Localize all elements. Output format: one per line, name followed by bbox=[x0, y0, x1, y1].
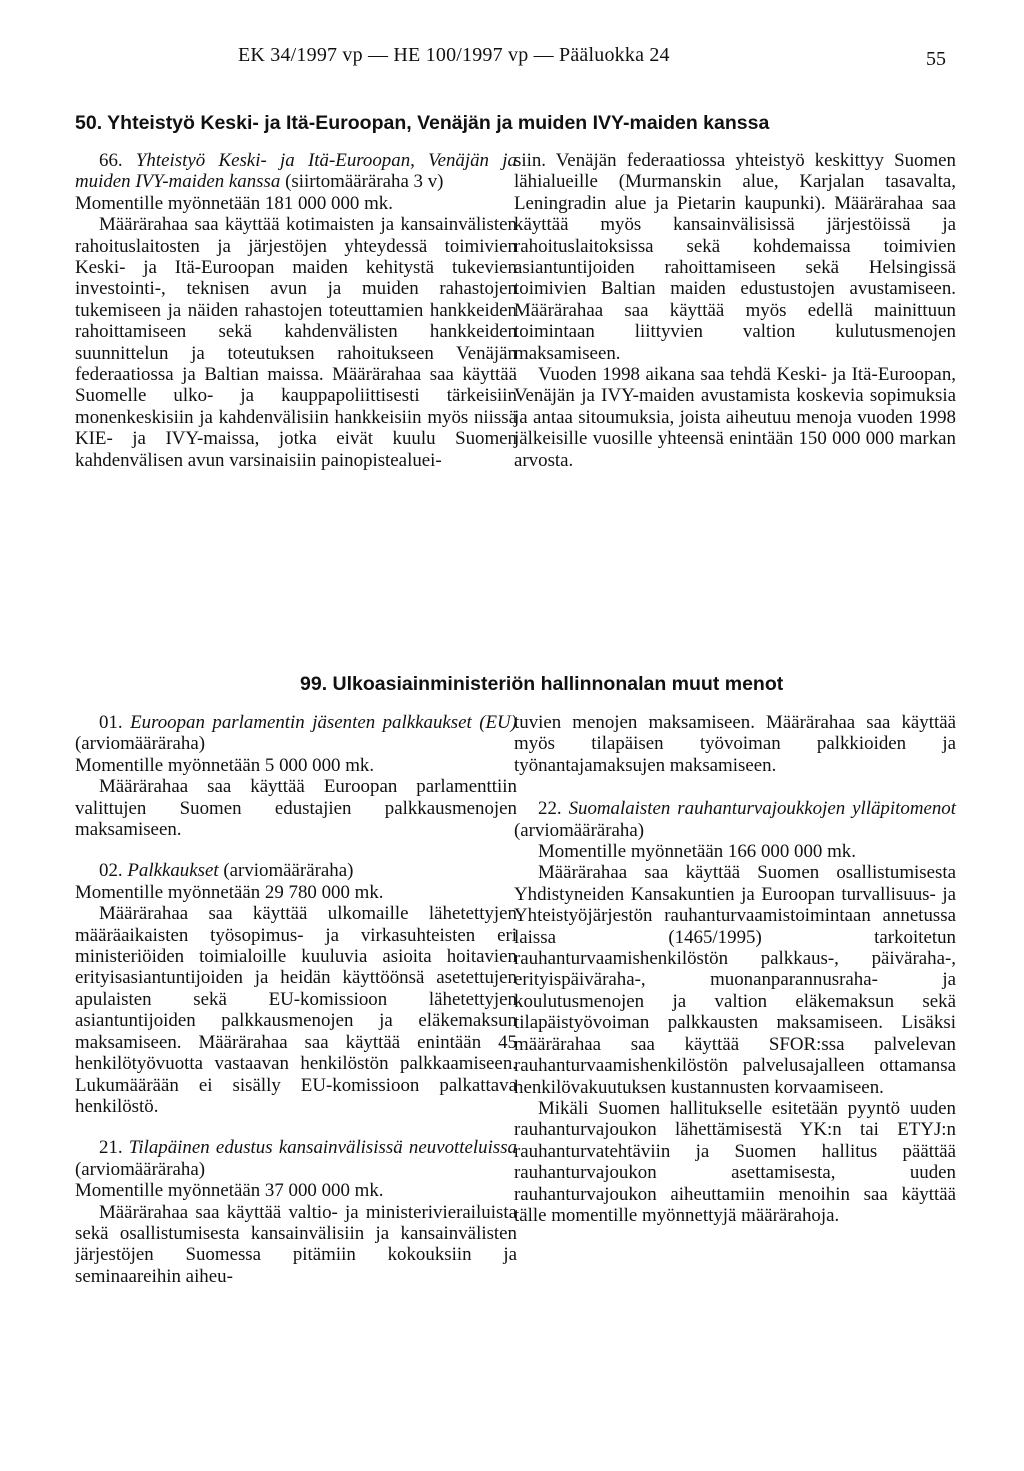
item-22-heading bbox=[514, 798, 956, 841]
item-22-number: 22. bbox=[538, 798, 562, 820]
item-01-number: 01. bbox=[99, 712, 123, 733]
item-22-amount: Momentille myönnetään 166 000 000 mk. bbox=[538, 841, 856, 863]
item-02-paragraph-1: Määrärahaa saa käyttää ulkomaille lähetettyjen määräaikaisten työsopimus- ja virkasuhteisten eri ministeriöiden toimialoille kuuluvia asioita hoitavien erityisasiantuntijoiden ja heidän käyttöönsä asetettujen apulaisten sekä EU-komissioon lähetettyjen asiantuntijoiden palkkausmenojen ja eläkemaksun maksamiseen. Määrärahaa saa käyttää enintään 45 henkilötyövuotta vastaavan henkilöstön palkkaamiseen. Lukumäärään ei sisälly EU-komissioon palkattava henkilöstö. bbox=[75, 903, 517, 1117]
item-66-paragraph-1-left: Määrärahaa saa käyttää kotimaisten ja kansainvälisten rahoituslaitosten ja järjestöjen yhteydessä toimivien Keski- ja Itä-Euroopan maiden kehitystä tukevien investointi-, teknisen avun ja muiden rahastojen tukemiseen ja näiden rahastojen toteuttamien hankkeiden rahoittamiseen sekä kahdenvälisten hankkeiden suunnittelun ja toteutuksen rahoitukseen Venäjän federaatiossa ja Baltian maissa. Määrärahaa saa käyttää Suomelle ulko- ja kauppapoliittisesti tärkeisiin monenkeskisiin ja kahdenvälisiin hankkeisiin myös niissä KIE- ja IVY-maissa, jotka eivät kuulu Suomen kahdenvälisen avun varsinaisiin painopistealuei- bbox=[75, 214, 517, 471]
item-01-paragraph-1: Määrärahaa saa käyttää Euroopan parlamenttiin valittujen Suomen edustajien palkkausmenojen maksamiseen. bbox=[75, 776, 517, 841]
running-header-title: EK 34/1997 vp — HE 100/1997 vp — Pääluokka 24 bbox=[238, 44, 670, 66]
item-66-type: (siirtomääräraha 3 v) bbox=[285, 171, 444, 193]
item-66-amount: Momentille myönnetään 181 000 000 mk. bbox=[75, 192, 393, 214]
item-21-number: 21. bbox=[99, 1137, 123, 1159]
section-50-right-column bbox=[514, 150, 956, 471]
section-99-right-column bbox=[514, 712, 956, 1226]
item-22-title: Suomalaisten rauhanturvajoukkojen ylläpitomenot bbox=[568, 798, 956, 820]
item-66-paragraph-2: Vuoden 1998 aikana saa tehdä Keski- ja Itä-Euroopan, Venäjän ja IVY-maiden avustamista koskevia sopimuksia ja antaa sitoumuksia, joista aiheutuu menoja vuoden 1998 jälkeisille vuosille yhteensä enintään 150 000 000 markan arvosta. bbox=[514, 364, 956, 471]
item-02-heading bbox=[75, 860, 517, 881]
page-number: 55 bbox=[926, 48, 946, 70]
item-02-number: 02. bbox=[99, 860, 123, 882]
section-50-title: 50. Yhteistyö Keski- ja Itä-Euroopan, Venäjän ja muiden IVY-maiden kanssa bbox=[75, 112, 770, 134]
item-21-amount: Momentille myönnetään 37 000 000 mk. bbox=[75, 1180, 384, 1202]
item-01-amount: Momentille myönnetään 5 000 000 mk. bbox=[75, 754, 375, 776]
item-02-title: Palkkaukset bbox=[127, 860, 219, 882]
item-01-heading bbox=[75, 712, 517, 755]
item-02-amount: Momentille myönnetään 29 780 000 mk. bbox=[75, 881, 384, 903]
item-02-type: (arviomääräraha) bbox=[223, 860, 354, 882]
item-21-title: Tilapäinen edustus kansainvälisissä neuvotteluissa bbox=[128, 1137, 517, 1159]
item-22-paragraph-2: Mikäli Suomen hallitukselle esitetään pyyntö uuden rauhanturvajoukon lähettämisestä YK:n tai ETYJ:n rauhanturvatehtäviin ja Suomen hallitus päättää rauhanturvajoukon asettamisesta, uuden rauhanturvajoukon aiheuttamiin menoihin saa käyttää tälle momentille myönnettyjä määrärahoja. bbox=[514, 1097, 956, 1226]
item-21-type: (arviomääräraha) bbox=[75, 1158, 206, 1180]
item-21-heading bbox=[75, 1137, 517, 1180]
item-21-paragraph-1-right: tuvien menojen maksamiseen. Määrärahaa saa käyttää myös tilapäisen työvoiman palkkioiden ja työnantajamaksujen maksamiseen. bbox=[514, 712, 956, 776]
item-21-paragraph-1-left: Määrärahaa saa käyttää valtio- ja ministerivierailuista sekä osallistumisesta kansainvälisiin ja kansainvälisten järjestöjen Suomessa pitämiin kokouksiin ja seminaareihin aiheu- bbox=[75, 1201, 517, 1287]
section-99-left-column bbox=[75, 712, 517, 1287]
item-66-number: 66. bbox=[99, 150, 123, 171]
item-22-type: (arviomääräraha) bbox=[514, 819, 645, 841]
item-01-type: (arviomääräraha) bbox=[75, 733, 206, 755]
section-99-title: 99. Ulkoasiainministeriön hallinnonalan muut menot bbox=[300, 673, 784, 695]
item-66-heading bbox=[75, 150, 517, 193]
item-01-title: Euroopan parlamentin jäsenten palkkaukset (EU) bbox=[130, 712, 517, 733]
item-66-paragraph-1-right: siin. Venäjän federaatiossa yhteistyö keskittyy Suomen lähialueille (Murmanskin alue, Karjalan tasavalta, Leningradin alue ja Pietarin kaupunki). Määrärahaa saa käyttää myös kansainvälisissä järjestöissä ja rahoituslaitoksissa sekä kohdemaissa toimivien asiantuntijoiden rahoittamiseen sekä Helsingissä toimivien Baltian maiden edustustojen avustamiseen. Määrärahaa saa käyttää myös edellä mainittuun toimintaan liittyvien valtion kulutusmenojen maksamiseen. bbox=[514, 150, 956, 364]
item-22-paragraph-1: Määrärahaa saa käyttää Suomen osallistumisesta Yhdistyneiden Kansakuntien ja Euroopan turvallisuus- ja Yhteistyöjärjestön rauhanturvaamistoimintaan annetussa laissa (1465/1995) tarkoitetun rauhanturvaamishenkilöstön palkkaus-, päiväraha-, erityispäiväraha-, muonanparannusraha- ja koulutusmenojen ja valtion eläkemaksun sekä tilapäistyövoiman palkkausten maksamiseen. Lisäksi määrärahaa saa käyttää SFOR:ssa palvelevan rauhanturvaamishenkilöstön palvelusajalleen ottamansa henkilövakuutuksen kustannusten korvaamiseen. bbox=[514, 862, 956, 1098]
item-66-title: Yhteistyö Keski- ja Itä-Euroopan, Venäjän ja muiden IVY-maiden kanssa bbox=[75, 150, 517, 193]
section-50-left-column bbox=[75, 150, 517, 471]
page-header bbox=[0, 44, 1024, 74]
